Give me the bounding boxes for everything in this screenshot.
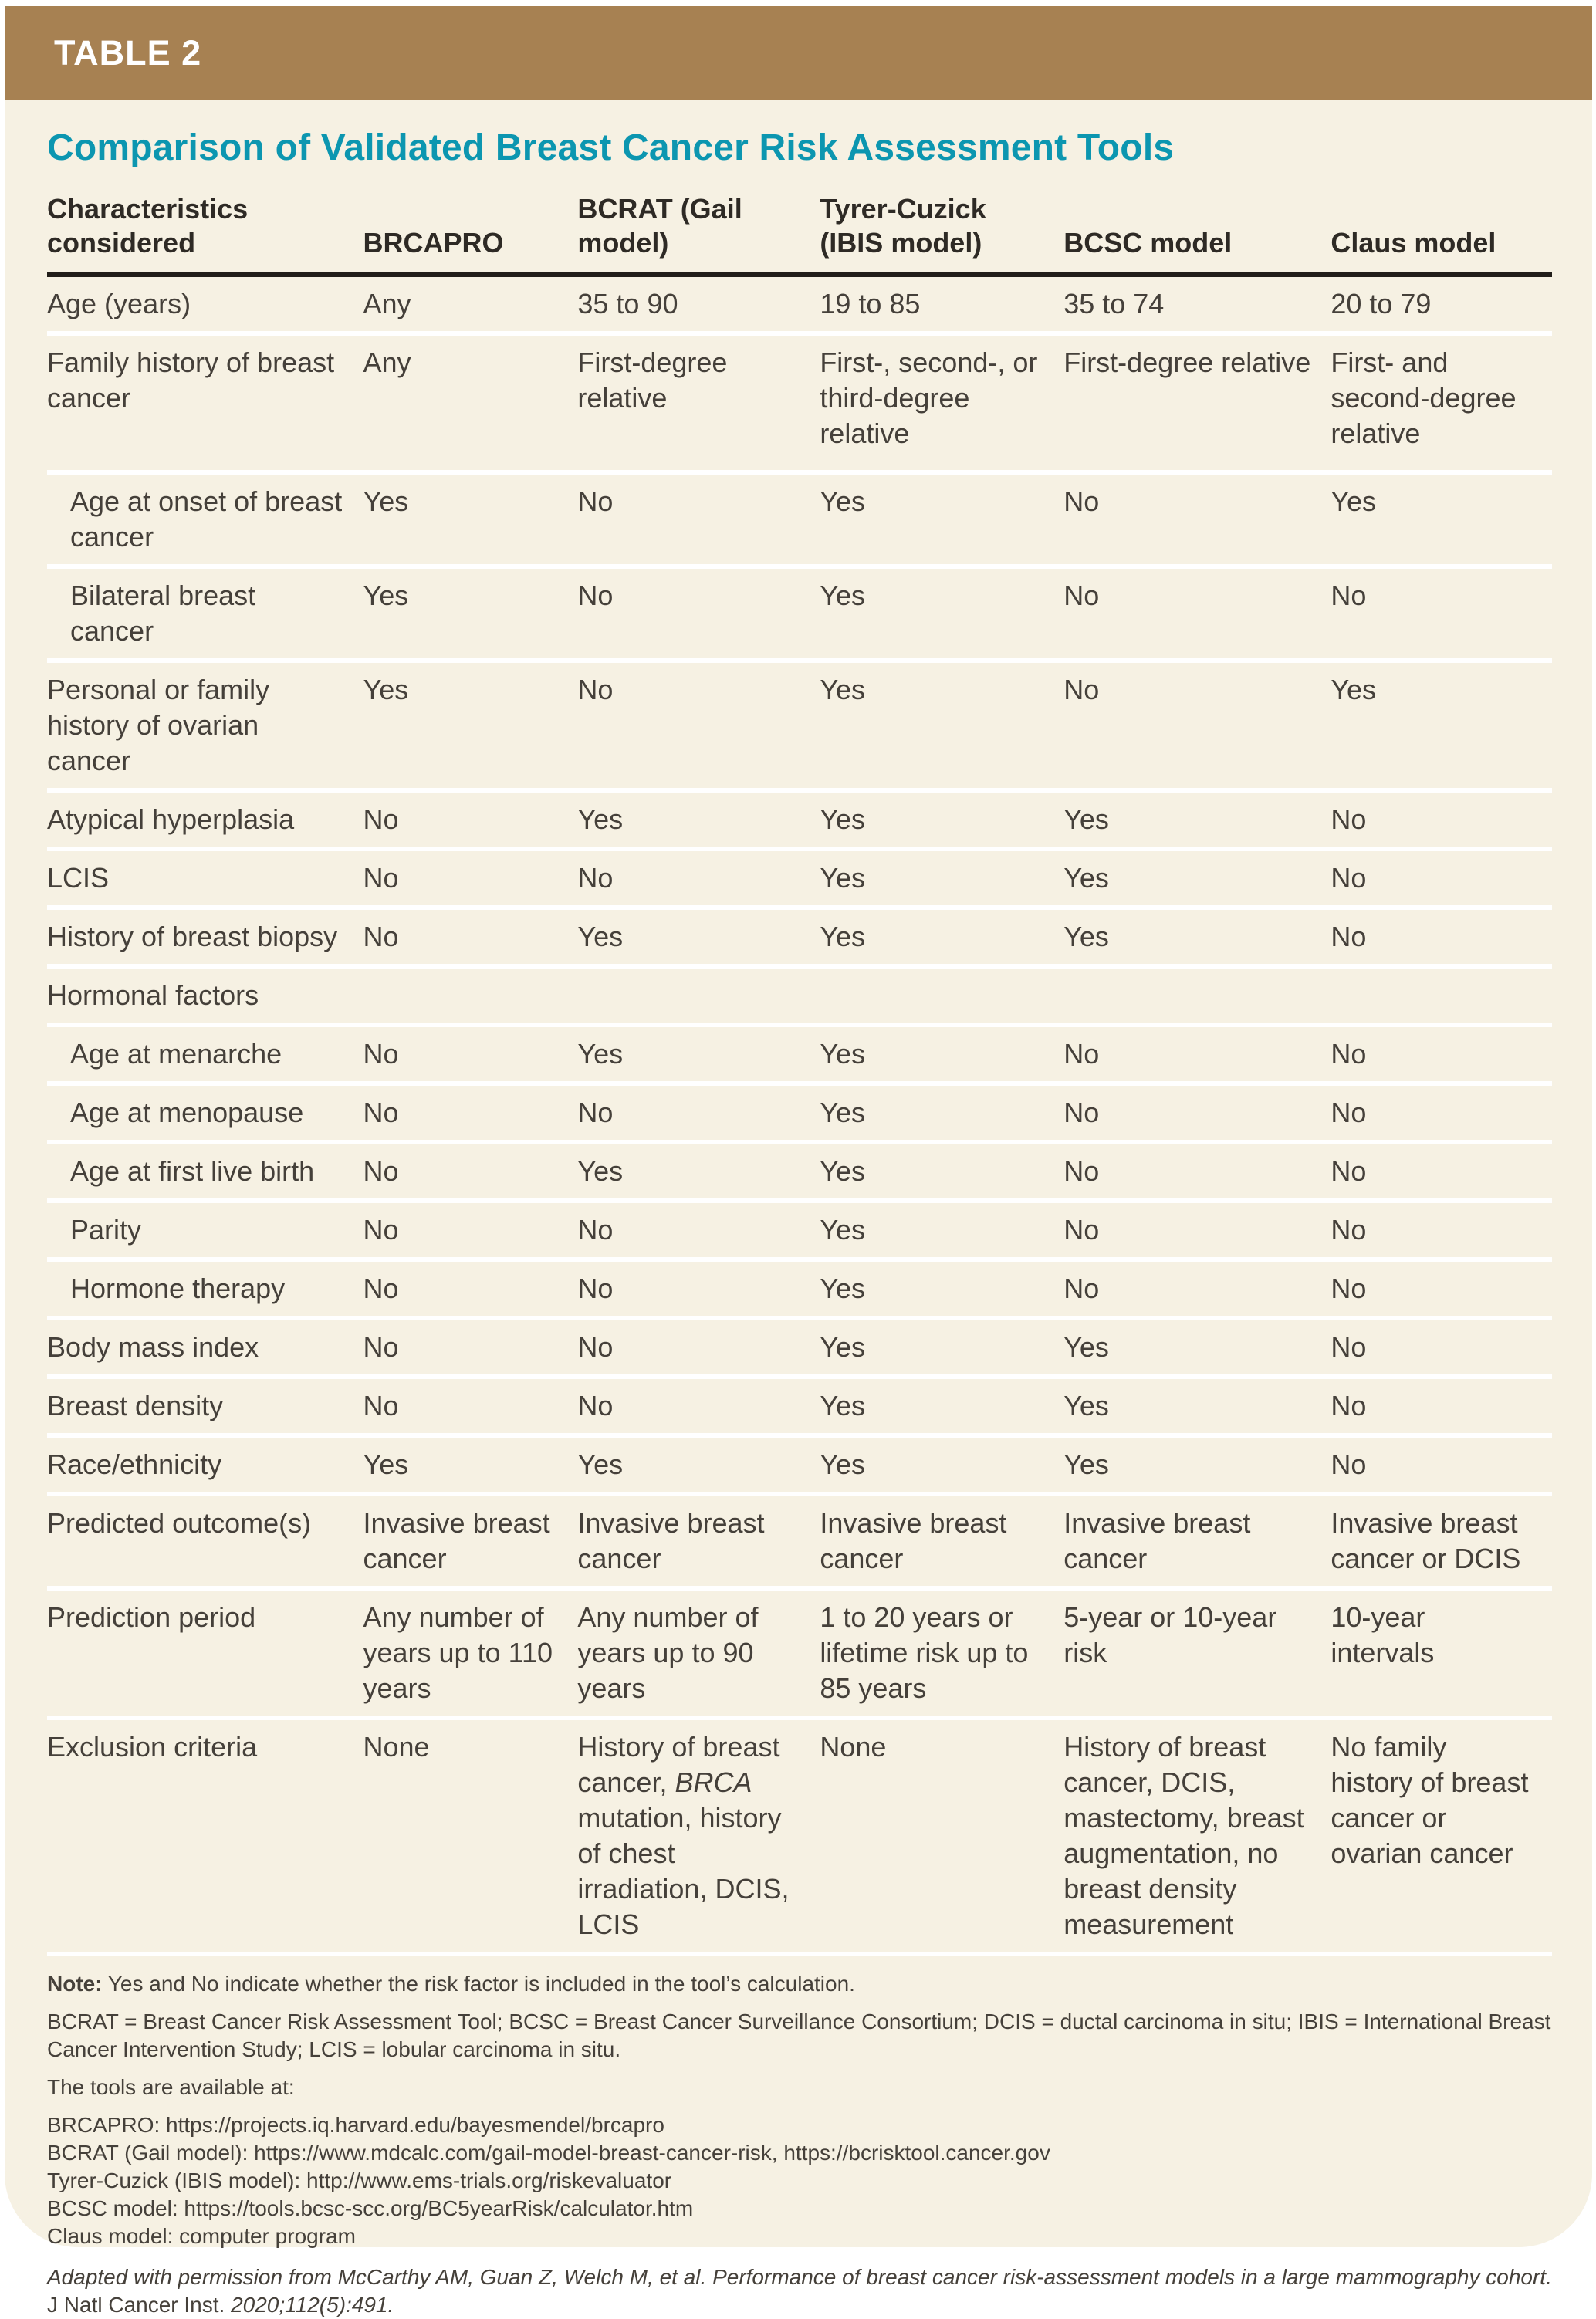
row-value-bcsc: 35 to 74	[1063, 287, 1165, 319]
row-value-bcsc: No	[1063, 1213, 1100, 1246]
row-value-brcapro: No	[363, 803, 399, 835]
row-value-tyrer-cuzick: Yes	[820, 1037, 866, 1070]
row-value-bcrat: No	[577, 485, 614, 517]
row-value-tyrer-cuzick: Yes	[820, 1448, 866, 1480]
row-value-claus: No	[1331, 803, 1367, 835]
row-value-claus: No	[1331, 1389, 1367, 1421]
row-value-brcapro: No	[363, 1213, 399, 1246]
row-value-tyrer-cuzick: Yes	[820, 803, 866, 835]
row-value-tyrer-cuzick: 19 to 85	[820, 287, 921, 319]
row-value-brcapro: No	[363, 1096, 399, 1128]
row-value-bcrat: History of breast cancer, BRCA mutation, history of chest irradiation, DCIS, LCIS	[577, 1730, 790, 1940]
tool-availability-line-claus: Claus model: computer program	[47, 2223, 356, 2248]
row-value-bcrat: No	[577, 1272, 614, 1304]
row-value-brcapro: Invasive breast cancer	[363, 1506, 550, 1574]
row-value-brcapro: Yes	[363, 673, 409, 705]
row-value-bcsc	[1063, 978, 1331, 1013]
row-value-brcapro: No	[363, 1330, 399, 1363]
row-value-bcrat: No	[577, 861, 614, 894]
row-value-brcapro: Yes	[363, 1448, 409, 1480]
row-value-bcsc: Invasive breast cancer	[1063, 1506, 1251, 1574]
column-header-bcsc: BCSC model	[1063, 226, 1233, 259]
row-value-bcsc: Yes	[1063, 920, 1109, 952]
row-label: Age at onset of breast cancer	[70, 485, 343, 553]
row-value-claus: No	[1331, 579, 1367, 611]
tool-availability-line-brcapro: BRCAPRO: https://projects.iq.harvard.edu/bayesmendel/brcapro	[47, 2112, 664, 2137]
row-value-brcapro: Yes	[363, 579, 409, 611]
row-label: Hormone therapy	[70, 1272, 286, 1304]
row-value-bcrat: Yes	[577, 803, 624, 835]
table-row	[47, 336, 1552, 475]
row-value-bcsc: No	[1063, 1096, 1100, 1128]
row-value-brcapro: None	[363, 1730, 430, 1763]
table-row	[47, 663, 1552, 793]
row-label: Body mass index	[47, 1330, 259, 1363]
table-row	[47, 1320, 1552, 1379]
row-label: Age at menarche	[70, 1037, 282, 1070]
row-value-claus: No	[1331, 1037, 1367, 1070]
row-value-bcrat: No	[577, 673, 614, 705]
table-row	[47, 475, 1552, 569]
row-value-brcapro: No	[363, 1272, 399, 1304]
row-value-bcsc: No	[1063, 1037, 1100, 1070]
row-label: Hormonal factors	[47, 979, 259, 1011]
row-label: Predicted outcome(s)	[47, 1506, 312, 1539]
row-value-tyrer-cuzick: Yes	[820, 673, 866, 705]
row-value-claus: No family history of breast cancer or ovarian cancer	[1331, 1730, 1529, 1869]
row-value-claus: Yes	[1331, 673, 1377, 705]
row-label: Exclusion criteria	[47, 1730, 258, 1763]
row-value-tyrer-cuzick: Yes	[820, 920, 866, 952]
row-label: Family history of breast cancer	[47, 346, 335, 414]
row-value-bcsc: No	[1063, 1272, 1100, 1304]
column-header-characteristics: Characteristics considered	[47, 193, 249, 259]
row-value-bcrat: Yes	[577, 1037, 624, 1070]
table-number-label: TABLE 2	[54, 33, 202, 73]
table-content	[5, 100, 1592, 2319]
availability-intro-line: The tools are available at:	[47, 2074, 295, 2099]
row-value-bcsc: No	[1063, 579, 1100, 611]
column-header-tyrer-cuzick: Tyrer-Cuzick (IBIS model)	[820, 193, 986, 259]
row-value-bcrat: First-degree relative	[577, 346, 728, 414]
row-value-brcapro: Any number of years up to 110 years	[363, 1601, 553, 1704]
tool-availability-line-bcsc: BCSC model: https://tools.bcsc-scc.org/BC5yearRisk/calculator.htm	[47, 2196, 694, 2220]
table-row	[47, 1086, 1552, 1144]
row-label: Prediction period	[47, 1601, 256, 1633]
row-value-bcsc: No	[1063, 485, 1100, 517]
row-value-claus: 20 to 79	[1331, 287, 1432, 319]
row-value-bcsc: First-degree relative	[1063, 346, 1311, 378]
row-value-bcrat: 35 to 90	[577, 287, 678, 319]
row-label: LCIS	[47, 861, 110, 894]
table-row	[47, 1144, 1552, 1203]
row-value-tyrer-cuzick: None	[820, 1730, 887, 1763]
row-value-bcsc: Yes	[1063, 1389, 1109, 1421]
row-value-tyrer-cuzick: Invasive breast cancer	[820, 1506, 1007, 1574]
row-value-claus: No	[1331, 920, 1367, 952]
row-value-brcapro: Any	[363, 346, 411, 378]
row-label: Age at menopause	[70, 1096, 304, 1128]
table-row	[47, 793, 1552, 851]
row-value-bcrat: No	[577, 1213, 614, 1246]
table-row	[47, 1203, 1552, 1262]
row-value-bcrat	[577, 978, 820, 1013]
row-value-tyrer-cuzick: Yes	[820, 1154, 866, 1187]
row-value-bcrat: No	[577, 1096, 614, 1128]
row-value-claus: No	[1331, 1213, 1367, 1246]
row-value-bcsc: No	[1063, 673, 1100, 705]
row-value-tyrer-cuzick: Yes	[820, 861, 866, 894]
column-header-brcapro: BRCAPRO	[363, 226, 504, 259]
table-2-card	[5, 6, 1592, 2317]
row-label: Breast density	[47, 1389, 224, 1421]
row-value-bcrat: No	[577, 1389, 614, 1421]
row-value-claus: Yes	[1331, 485, 1377, 517]
note-line: Note: Yes and No indicate whether the risk factor is included in the tool’s calculation.	[47, 1971, 855, 1996]
row-value-claus: No	[1331, 1272, 1367, 1304]
tool-availability-line-bcrat: BCRAT (Gail model): https://www.mdcalc.com/gail-model-breast-cancer-risk, https://bcrisktool.cancer.gov	[47, 2140, 1050, 2165]
row-value-tyrer-cuzick: First-, second-, or third-degree relative	[820, 346, 1038, 449]
row-value-bcrat: Yes	[577, 1154, 624, 1187]
table-row	[47, 851, 1552, 910]
table-title: Comparison of Validated Breast Cancer Risk Assessment Tools	[47, 127, 1175, 168]
row-value-claus: No	[1331, 1448, 1367, 1480]
row-value-tyrer-cuzick: Yes	[820, 1213, 866, 1246]
row-value-claus: Invasive breast cancer or DCIS	[1331, 1506, 1521, 1574]
row-value-tyrer-cuzick: 1 to 20 years or lifetime risk up to 85 years	[820, 1601, 1029, 1704]
row-value-brcapro	[363, 978, 578, 1013]
table-row	[47, 1379, 1552, 1438]
row-value-claus: 10-year intervals	[1331, 1601, 1435, 1668]
table-banner	[5, 6, 1592, 100]
column-header-bcrat: BCRAT (Gail model)	[577, 193, 742, 259]
row-value-tyrer-cuzick	[820, 978, 1063, 1013]
row-value-brcapro: No	[363, 861, 399, 894]
row-value-tyrer-cuzick: Yes	[820, 1096, 866, 1128]
citation-line: Adapted with permission from McCarthy AM, Guan Z, Welch M, et al. Performance of breast cancer risk-assessment models in a large mammography cohort. J Natl Cancer Inst. 2020;112(5):491.	[47, 2264, 1552, 2317]
row-value-bcsc: History of breast cancer, DCIS, mastectomy, breast augmentation, no breast density measurement	[1063, 1730, 1304, 1940]
table-row	[47, 1438, 1552, 1496]
row-value-bcsc: 5-year or 10-year risk	[1063, 1601, 1277, 1668]
row-value-bcrat: Any number of years up to 90 years	[577, 1601, 759, 1704]
row-value-claus: No	[1331, 861, 1367, 894]
row-value-claus: First- and second-degree relative	[1331, 346, 1517, 449]
table-row	[47, 1720, 1552, 1956]
tool-availability-list	[47, 2111, 1552, 2250]
table-row	[47, 277, 1552, 336]
table-row	[47, 1262, 1552, 1320]
footnotes	[47, 1956, 1552, 2319]
row-label: Atypical hyperplasia	[47, 803, 295, 835]
row-value-bcrat: No	[577, 579, 614, 611]
row-value-bcrat: Invasive breast cancer	[577, 1506, 765, 1574]
row-value-brcapro: No	[363, 1037, 399, 1070]
row-value-bcrat: Yes	[577, 920, 624, 952]
column-header-row	[47, 169, 1552, 277]
row-value-brcapro: No	[363, 1389, 399, 1421]
row-label: Bilateral breast cancer	[70, 579, 256, 647]
table-row	[47, 569, 1552, 663]
row-value-bcrat: Yes	[577, 1448, 624, 1480]
row-value-brcapro: No	[363, 920, 399, 952]
row-label: Age (years)	[47, 287, 191, 319]
table-row	[47, 1496, 1552, 1591]
row-value-bcsc: Yes	[1063, 1330, 1109, 1363]
table-row	[47, 910, 1552, 969]
column-header-claus: Claus model	[1331, 226, 1496, 259]
row-value-bcsc: Yes	[1063, 861, 1109, 894]
row-value-tyrer-cuzick: Yes	[820, 1389, 866, 1421]
row-value-bcsc: Yes	[1063, 803, 1109, 835]
row-value-claus	[1331, 978, 1552, 1013]
row-value-claus: No	[1331, 1330, 1367, 1363]
row-label: Age at first live birth	[70, 1154, 315, 1187]
table-body	[47, 277, 1552, 1956]
table-row	[47, 969, 1552, 1027]
row-value-tyrer-cuzick: Yes	[820, 1272, 866, 1304]
row-value-bcrat: No	[577, 1330, 614, 1363]
row-value-tyrer-cuzick: Yes	[820, 1330, 866, 1363]
row-value-brcapro: Any	[363, 287, 411, 319]
row-value-bcsc: No	[1063, 1154, 1100, 1187]
abbreviations-line: BCRAT = Breast Cancer Risk Assessment Tool; BCSC = Breast Cancer Surveillance Consortium; DCIS = ductal carcinoma in situ; IBIS = International Breast Cancer Intervention Study; LCIS = lobular carcinoma in situ.	[47, 2009, 1551, 2061]
row-label: Parity	[70, 1213, 142, 1246]
row-label: History of breast biopsy	[47, 920, 338, 952]
row-value-bcsc: Yes	[1063, 1448, 1109, 1480]
row-value-tyrer-cuzick: Yes	[820, 485, 866, 517]
table-row	[47, 1027, 1552, 1086]
table-row	[47, 1591, 1552, 1720]
row-label: Race/ethnicity	[47, 1448, 222, 1480]
row-value-tyrer-cuzick: Yes	[820, 579, 866, 611]
row-value-claus: No	[1331, 1154, 1367, 1187]
row-value-brcapro: No	[363, 1154, 399, 1187]
row-value-claus: No	[1331, 1096, 1367, 1128]
tool-availability-line-tyrer-cuzick: Tyrer-Cuzick (IBIS model): http://www.ems-trials.org/riskevaluator	[47, 2168, 672, 2192]
row-label: Personal or family history of ovarian cancer	[47, 673, 270, 776]
row-value-brcapro: Yes	[363, 485, 409, 517]
